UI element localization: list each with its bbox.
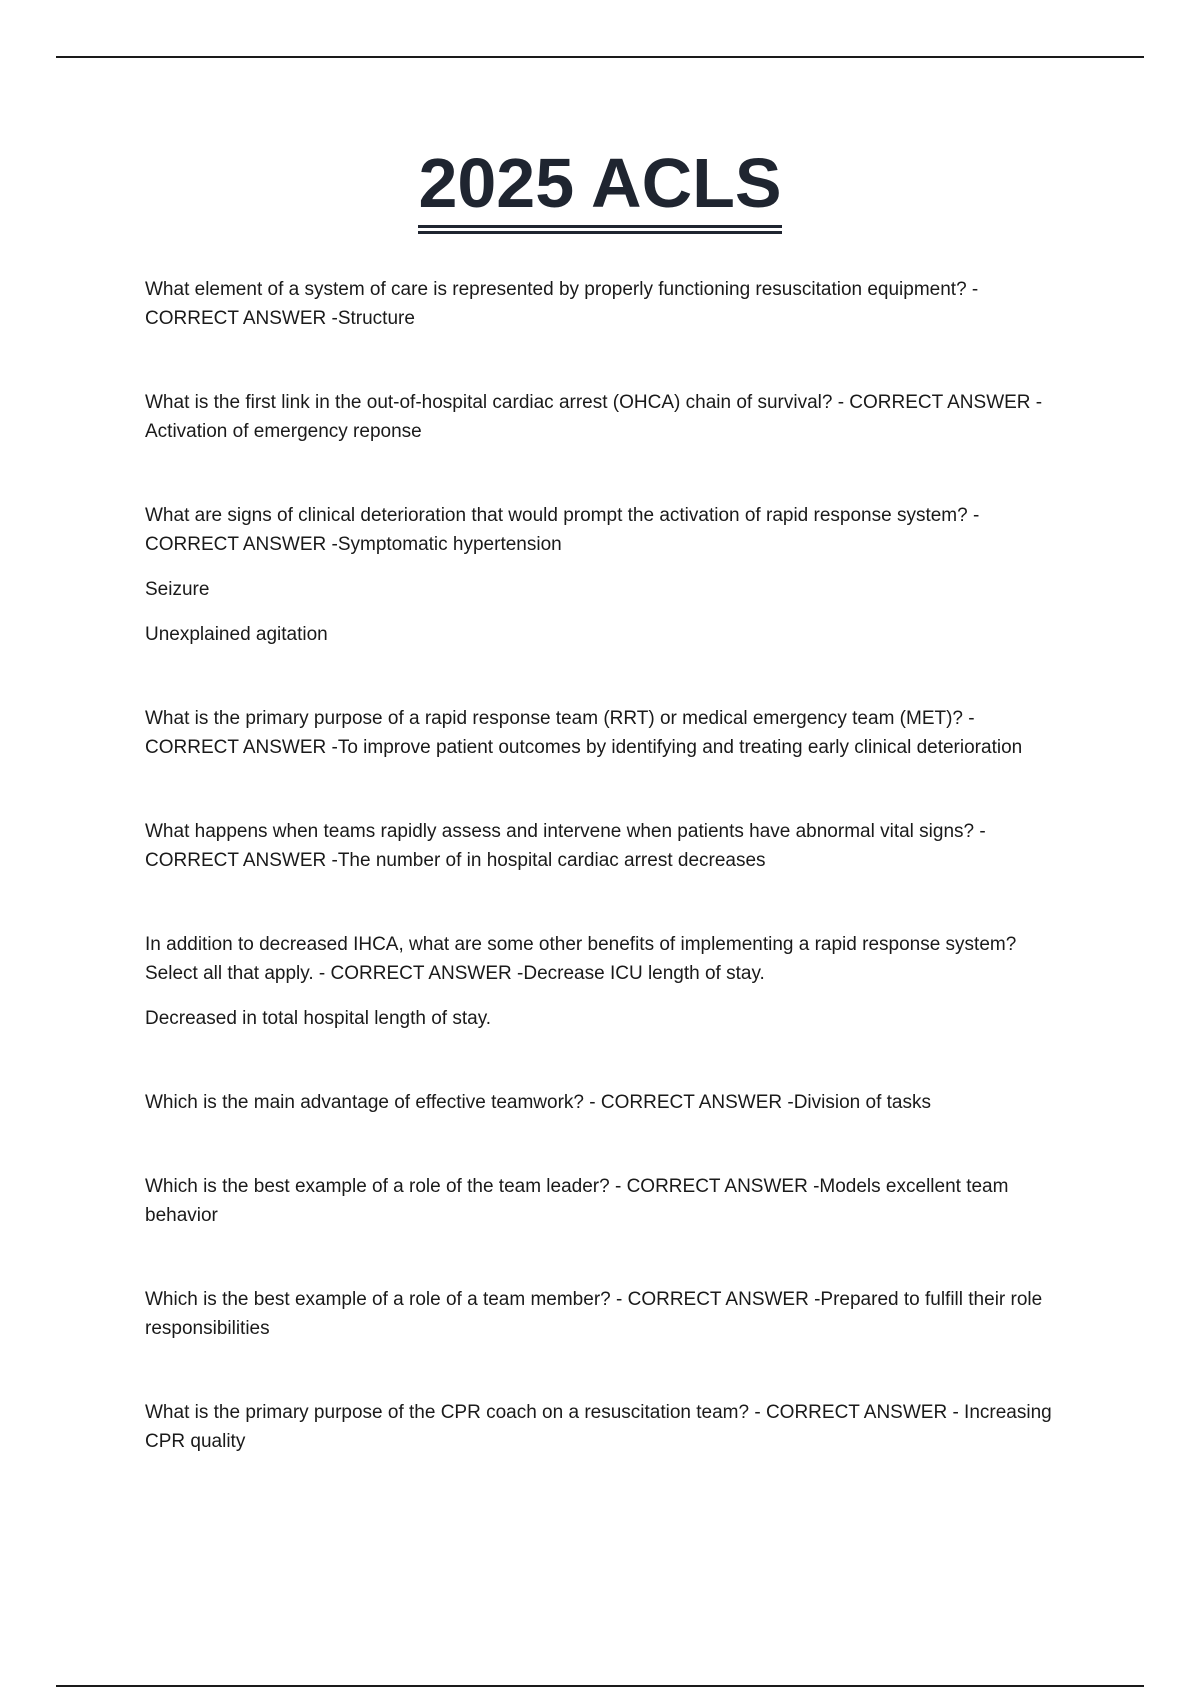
qa-item <box>145 1398 1055 1456</box>
qa-question-answer: What are signs of clinical deterioration that would prompt the activation of rapid response system? - CORRECT ANSWER -Symptomatic hypertension <box>145 505 980 555</box>
qa-list <box>145 275 1055 1456</box>
top-rule <box>56 56 1144 58</box>
title-container <box>0 145 1200 228</box>
qa-question-answer: In addition to decreased IHCA, what are some other benefits of implementing a rapid response system? Select all that apply. - CORRECT ANSWER -Decrease ICU length of stay. <box>145 934 1017 984</box>
qa-question-answer: What is the first link in the out-of-hospital cardiac arrest (OHCA) chain of survival? - CORRECT ANSWER -Activation of emergency reponse <box>145 392 1043 442</box>
qa-item <box>145 501 1055 649</box>
qa-question-answer: Which is the best example of a role of a team member? - CORRECT ANSWER -Prepared to fulfill their role responsibilities <box>145 1289 1043 1339</box>
qa-additional-answer: Unexplained agitation <box>145 624 328 645</box>
qa-question-answer: What happens when teams rapidly assess and intervene when patients have abnormal vital signs? - CORRECT ANSWER -The number of in hospital cardiac arrest decreases <box>145 821 986 871</box>
qa-additional-answer: Seizure <box>145 579 210 600</box>
qa-question-answer: What is the primary purpose of the CPR coach on a resuscitation team? - CORRECT ANSWER - Increasing CPR quality <box>145 1402 1052 1452</box>
qa-question-answer: What is the primary purpose of a rapid response team (RRT) or medical emergency team (MET)? - CORRECT ANSWER -To improve patient outcomes by identifying and treating early clinical deterioration <box>145 708 1023 758</box>
document-title: 2025 ACLS <box>418 145 781 228</box>
qa-question-answer: Which is the main advantage of effective teamwork? - CORRECT ANSWER -Division of tasks <box>145 1092 931 1113</box>
qa-item <box>145 1285 1055 1343</box>
qa-item <box>145 930 1055 1033</box>
bottom-rule <box>56 1685 1144 1687</box>
qa-item <box>145 704 1055 762</box>
qa-question-answer: Which is the best example of a role of the team leader? - CORRECT ANSWER -Models excellent team behavior <box>145 1176 1009 1226</box>
qa-item <box>145 1172 1055 1230</box>
qa-item <box>145 817 1055 875</box>
qa-item <box>145 388 1055 446</box>
qa-question-answer: What element of a system of care is represented by properly functioning resuscitation equipment? - CORRECT ANSWER -Structure <box>145 279 979 329</box>
qa-item <box>145 275 1055 333</box>
qa-additional-answer: Decreased in total hospital length of stay. <box>145 1008 492 1029</box>
qa-item <box>145 1088 1055 1117</box>
